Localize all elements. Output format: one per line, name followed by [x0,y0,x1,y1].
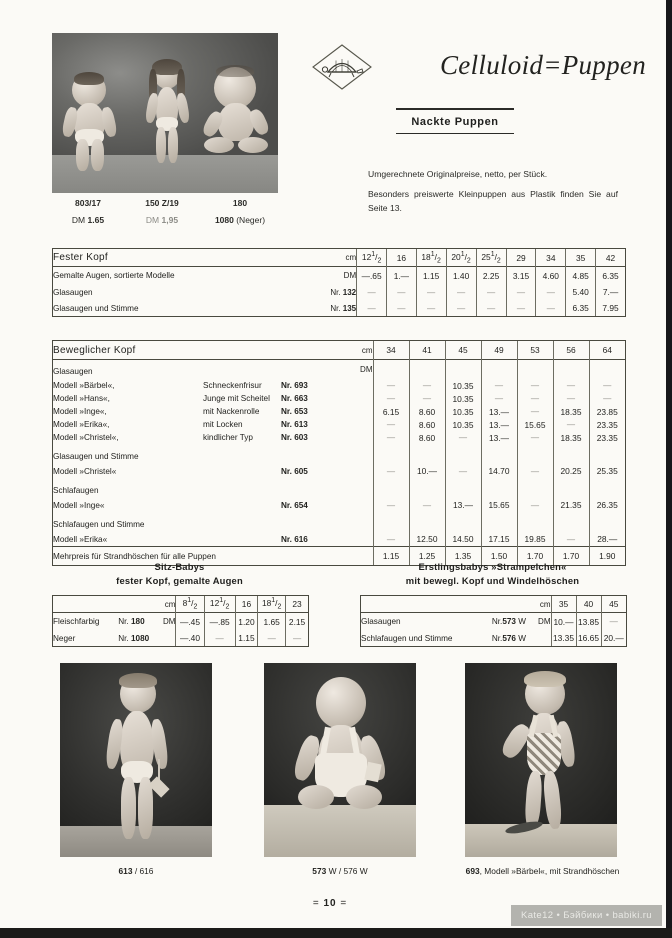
table-group-heading [53,444,625,464]
table-group-heading [53,478,625,498]
bottom-photo-693-baerbel [465,663,617,857]
bottom-photo-573w-576w [264,663,416,857]
table-group-heading [53,360,625,380]
table1-r0-v8: 6.35 [596,267,625,285]
table2-title: Beweglicher Kopf [53,344,136,356]
table2-g2-r0-v5: 21.35 [553,498,589,512]
caption-price-1: DM 1.65 [71,215,105,225]
table2-size-2: 45 [445,341,481,360]
table4-title-line1: Erstlingsbabys »Strampelchen« [418,561,567,572]
table2-g0-r2-v5: 18.35 [553,405,589,418]
table2-g0-r2-v2: 10.35 [445,405,481,418]
table1-size-4: $25^1/_2$ [476,249,506,267]
table3-r0-v2: 1.20 [235,613,257,631]
table2-g0-r1-v3: — [481,392,517,405]
table2-g0-unit: DM [321,360,373,380]
table2-g0-r0-v3: — [481,379,517,392]
table-header-row [53,596,308,613]
table2-g0-r1-v1: — [409,392,445,405]
table2-g3-r0-v5: — [553,532,589,547]
table3-r0-v4: 2.15 [286,613,308,631]
table1-size-1: 16 [387,249,416,267]
bottom-photo-613-616 [60,663,212,857]
table-group-heading [53,512,625,532]
table2-g0-r1-v6: — [589,392,625,405]
table2-g0-r1-desc: Junge mit Scheitel Nr. 663 [203,394,308,403]
table-row [53,418,625,431]
table1-r0-v2: 1.15 [416,267,446,285]
table2-g3-r0-model: Modell »Erika« [53,534,108,544]
table1-r2-unit: Nr. 135 [330,303,357,313]
table4-r1-v2: 20.— [601,630,626,646]
table1-size-5: 29 [506,249,536,267]
table2-g0-r3-v3: 13.— [481,418,517,431]
table2-g2-r0-v1: — [409,498,445,512]
table2-g2-r0-v2: 13.— [445,498,481,512]
table3-size-2: 16 [235,596,257,613]
table2-g0-r2-v3: 13.— [481,405,517,418]
table1-r2-label: Glasaugen und Stimme [53,303,139,313]
site-watermark: Kate12 • Бэйбики • babiki.ru [511,905,662,926]
table2-g0-r4-v5: 18.35 [553,431,589,444]
table2-g3-r0-v3: 17.15 [481,532,517,547]
table2-g1-r0-model: Modell »Christel« [53,466,117,476]
table2-g1-r0-v1: 10.— [409,464,445,478]
intro-line-2: Besonders preiswerte Kleinpuppen aus Plastik finden Sie auf Seite 13. [368,189,618,213]
caption-model-1: 803/17 [75,198,101,208]
table4-r0-label: Glasaugen [361,613,466,631]
table2-g3-r0-nr: Nr. 616 [281,534,308,544]
page-title: Celluloid=Puppen [440,50,646,80]
table2-footer-v1: 1.25 [409,547,445,566]
table2-g0-r3-v6: 23.35 [589,418,625,431]
scan-edge-bottom [0,928,672,938]
table4-r1-nr: Nr.576 W [491,633,526,643]
table1-r1-label: Glasaugen [53,287,93,297]
table-row [53,630,308,646]
table-row [53,613,308,631]
table3-r1-v2: 1.15 [235,630,257,646]
table4-r0-unit: DM [526,613,551,631]
table1-r2-v4: — [476,300,506,316]
table3-unit-header: cm [164,599,176,609]
table2-g0-r0-v2: 10.35 [445,379,481,392]
table1-r0-unit: DM [316,267,357,285]
table1-r1-v2: — [416,284,446,300]
table1-size-7: 35 [566,249,596,267]
table2-g0-r0-v4: — [517,379,553,392]
table2-g0-r4-v1: 8.60 [409,431,445,444]
table3-size-1: $12^1/_2$ [204,596,235,613]
table-row [53,300,625,316]
table2-footer-label: Mehrpreis für Strandhöschen für alle Puppen [53,547,373,566]
top-photo-captions [52,198,280,225]
table2-g0-r3-v4: 15.65 [517,418,553,431]
table-row [53,392,625,405]
table2-g0-r1-v2: 10.35 [445,392,481,405]
table2-g3-r0-v4: 19.85 [517,532,553,547]
caption-model-3: 180 [232,198,248,208]
table2-g0-r0-v0: — [373,379,409,392]
table-row [361,613,626,631]
table2-size-6: 64 [589,341,625,360]
table-row [53,405,625,418]
table2-footer-v2: 1.35 [445,547,481,566]
table3-r1-v3: — [258,630,286,646]
table2-g0-r3-v0: — [373,418,409,431]
table2-g0-r0-desc: Schneckenfrisur Nr. 693 [203,381,308,390]
top-product-photo [52,33,278,193]
table2-size-4: 53 [517,341,553,360]
table2-unit-header: cm [361,345,373,355]
table2-g3-r0-v2: 14.50 [445,532,481,547]
table1-unit-header: cm [345,253,357,262]
table1-r2-v3: — [446,300,476,316]
table3-r0-v1: —.85 [204,613,235,631]
table4-r0-v2: — [601,613,626,631]
bottom-photo-caption-2: 573 W / 576 W [312,866,368,876]
table2-g2-r0-v0: — [373,498,409,512]
table2-footer-v4: 1.70 [517,547,553,566]
table1-r1-v5: — [506,284,536,300]
intro-text [368,168,618,222]
table3-r0-v0: —.45 [176,613,204,631]
table2-g0-r4-v6: 23.35 [589,431,625,444]
table4-r0-v0: 10.— [551,613,576,631]
table1-r1-v1: — [387,284,416,300]
intro-line-1: Umgerechnete Originalpreise, netto, per Stück. [368,169,548,179]
table2-g0-r4-v2: — [445,431,481,444]
table2-g2-r0-v3: 15.65 [481,498,517,512]
table-fester-kopf [52,248,626,317]
table1-r0-v1: 1.— [387,267,416,285]
table2-g2-r0-nr: Nr. 654 [281,500,308,510]
table2-g0-r3-v1: 8.60 [409,418,445,431]
table1-r2-v0: — [357,300,387,316]
table-row [53,284,625,300]
table1-r2-v8: 7.95 [596,300,625,316]
table2-g0-r1-v4: — [517,392,553,405]
table3-r1-nr: Nr. 1080 [118,633,150,643]
table3-r1-v1: — [204,630,235,646]
table2-g1-r0-v0: — [373,464,409,478]
caption-model-2: 150 Z/19 [145,198,179,208]
table4-size-0: 35 [551,596,576,613]
table2-g0-r2-model: Modell »Inge«, [53,407,107,416]
table1-r0-v5: 3.15 [506,267,536,285]
table4-size-1: 40 [576,596,601,613]
table2-g0-r3-v2: 10.35 [445,418,481,431]
table3-r0-v3: 1.65 [258,613,286,631]
table1-r0-v0: —.65 [357,267,387,285]
table3-size-3: $18^1/_2$ [258,596,286,613]
table2-g1-r0-nr: Nr. 605 [281,466,308,476]
doll-figure-150-z19 [140,59,192,169]
table3-title-line2: fester Kopf, gemalte Augen [116,574,243,586]
table2-g0-r4-desc: kindlicher Typ Nr. 603 [203,433,308,442]
table2-g1-r0-v3: 14.70 [481,464,517,478]
table2-g0-r3-model: Modell »Erika«, [53,420,110,429]
table2-g0-r0-v5: — [553,379,589,392]
table2-g0-heading: Glasaugen [53,360,321,380]
table2-g0-r3-desc: mit Locken Nr. 613 [203,420,308,429]
table4-title-line2: mit bewegl. Kopf und Windelhöschen [405,574,580,586]
table1-size-6: 34 [536,249,566,267]
table3-r1-label: Neger [53,633,76,643]
table4-title [350,560,635,587]
table2-g3-r0-v6: 28.— [589,532,625,547]
table1-r1-v8: 7.— [596,284,625,300]
table1-r1-unit: Nr. 132 [330,287,357,297]
table2-g0-r4-v0: — [373,431,409,444]
doll-figure-803-17 [62,73,120,169]
table2-g0-r2-desc: mit Nackenrolle Nr. 653 [203,407,308,416]
table2-g0-r3-v5: — [553,418,589,431]
table-row [53,379,625,392]
section-heading [380,108,530,134]
table2-g0-r0-model: Modell »Bärbel«, [53,381,115,390]
table2-g0-r4-v3: 13.— [481,431,517,444]
table1-r2-v1: — [387,300,416,316]
table2-g0-r0-v1: — [409,379,445,392]
table2-g0-r2-v6: 23.85 [589,405,625,418]
doll-figure-693 [501,673,585,841]
table2-g3-heading: Schlafaugen und Stimme [53,520,145,529]
table-header-row [361,596,626,613]
table3-title-line1: Sitz-Babys [154,561,205,572]
table1-r2-v2: — [416,300,446,316]
table2-g0-r4-model: Modell »Christel«, [53,433,119,442]
table1-r0-v7: 4.85 [566,267,596,285]
caption-price-3: 1080 (Neger) [214,215,266,225]
table2-footer-v0: 1.15 [373,547,409,566]
table1-r2-v7: 6.35 [566,300,596,316]
table1-r0-v6: 4.60 [536,267,566,285]
table2-g1-r0-v5: 20.25 [553,464,589,478]
table-sitz-babys [52,595,309,647]
doll-figure-180-1080 [200,67,270,171]
table1-r1-v0: — [357,284,387,300]
table2-footer-v6: 1.90 [589,547,625,566]
table2-g2-r0-model: Modell »Inge« [53,500,105,510]
section-heading-label: Nackte Puppen [411,115,499,128]
table2-g2-r0-v4: — [517,498,553,512]
table1-r0-label: Gemalte Augen, sortierte Modelle [53,267,316,285]
bottom-photo-caption-1: 613 / 616 [118,866,154,876]
table1-size-3: $20^1/_2$ [446,249,476,267]
table2-g0-r2-v1: 8.60 [409,405,445,418]
table1-r1-v4: — [476,284,506,300]
table3-r0-label: Fleischfarbig [53,613,118,631]
table3-size-4: 23 [286,596,308,613]
scan-edge-right [666,0,672,938]
table1-size-2: $18^1/_2$ [416,249,446,267]
table3-r1-v4: — [286,630,308,646]
page-number: = 10 = [312,898,348,909]
table3-size-0: $8^1/_2$ [176,596,204,613]
table2-g0-r2-v0: 6.15 [373,405,409,418]
table1-r1-v6: — [536,284,566,300]
table4-r1-v1: 16.65 [576,630,601,646]
table-beweglicher-kopf [52,340,626,566]
table2-g0-r0-v6: — [589,379,625,392]
table-header-row [53,249,625,267]
table3-r0-nr: Nr. 180 [118,613,157,631]
table2-g0-r2-v4: — [517,405,553,418]
table2-g0-r1-v5: — [553,392,589,405]
table-row [53,431,625,444]
heading-rule-bottom [396,133,514,135]
table1-r2-v5: — [506,300,536,316]
table1-r0-v4: 2.25 [476,267,506,285]
table2-g1-r0-v2: — [445,464,481,478]
table2-g3-r0-v1: 12.50 [409,532,445,547]
doll-figure-573w [290,677,390,827]
table2-footer-v3: 1.50 [481,547,517,566]
table2-g1-r0-v4: — [517,464,553,478]
table-erstlingsbabys [360,595,627,647]
table4-r1-label: Schlafaugen und Stimme [361,633,453,643]
table2-g0-r1-model: Modell »Hans«, [53,394,110,403]
table4-size-2: 45 [601,596,626,613]
table4-unit-header: cm [539,599,551,609]
table-row [53,532,625,547]
table2-size-3: 49 [481,341,517,360]
table2-g1-r0-v6: 25.35 [589,464,625,478]
table2-g2-r0-v6: 26.35 [589,498,625,512]
table2-g0-r1-v0: — [373,392,409,405]
table4-r1-v0: 13.35 [551,630,576,646]
table2-g3-r0-v0: — [373,532,409,547]
doll-figure-613 [100,675,174,843]
table1-r1-v3: — [446,284,476,300]
table3-r0-unit: DM [158,613,176,631]
table-row [53,498,625,512]
table1-size-0: $12^1/_2$ [357,249,387,267]
table2-size-5: 56 [553,341,589,360]
turtle-in-diamond-logo [310,42,374,92]
table-header-row [53,341,625,360]
table4-r0-nr: Nr.573 W [466,613,526,631]
table2-g2-heading: Schlafaugen [53,486,99,495]
table-row [53,464,625,478]
table1-r0-v3: 1.40 [446,267,476,285]
table-row [361,630,626,646]
table2-size-1: 41 [409,341,445,360]
table4-r0-v1: 13.85 [576,613,601,631]
table2-size-0: 34 [373,341,409,360]
table-row [53,267,625,285]
table3-title [52,560,307,587]
caption-price-2: DM 1,95 [145,215,179,225]
table1-size-8: 42 [596,249,625,267]
table1-title: Fester Kopf [53,252,108,263]
table2-g0-r4-v4: — [517,431,553,444]
table2-footer-v5: 1.70 [553,547,589,566]
table2-g1-heading: Glasaugen und Stimme [53,452,139,461]
table3-r1-v0: —.40 [176,630,204,646]
table1-r1-v7: 5.40 [566,284,596,300]
bottom-photo-caption-3: 693, Modell »Bärbel«, mit Strandhöschen [465,866,620,876]
table1-r2-v6: — [536,300,566,316]
